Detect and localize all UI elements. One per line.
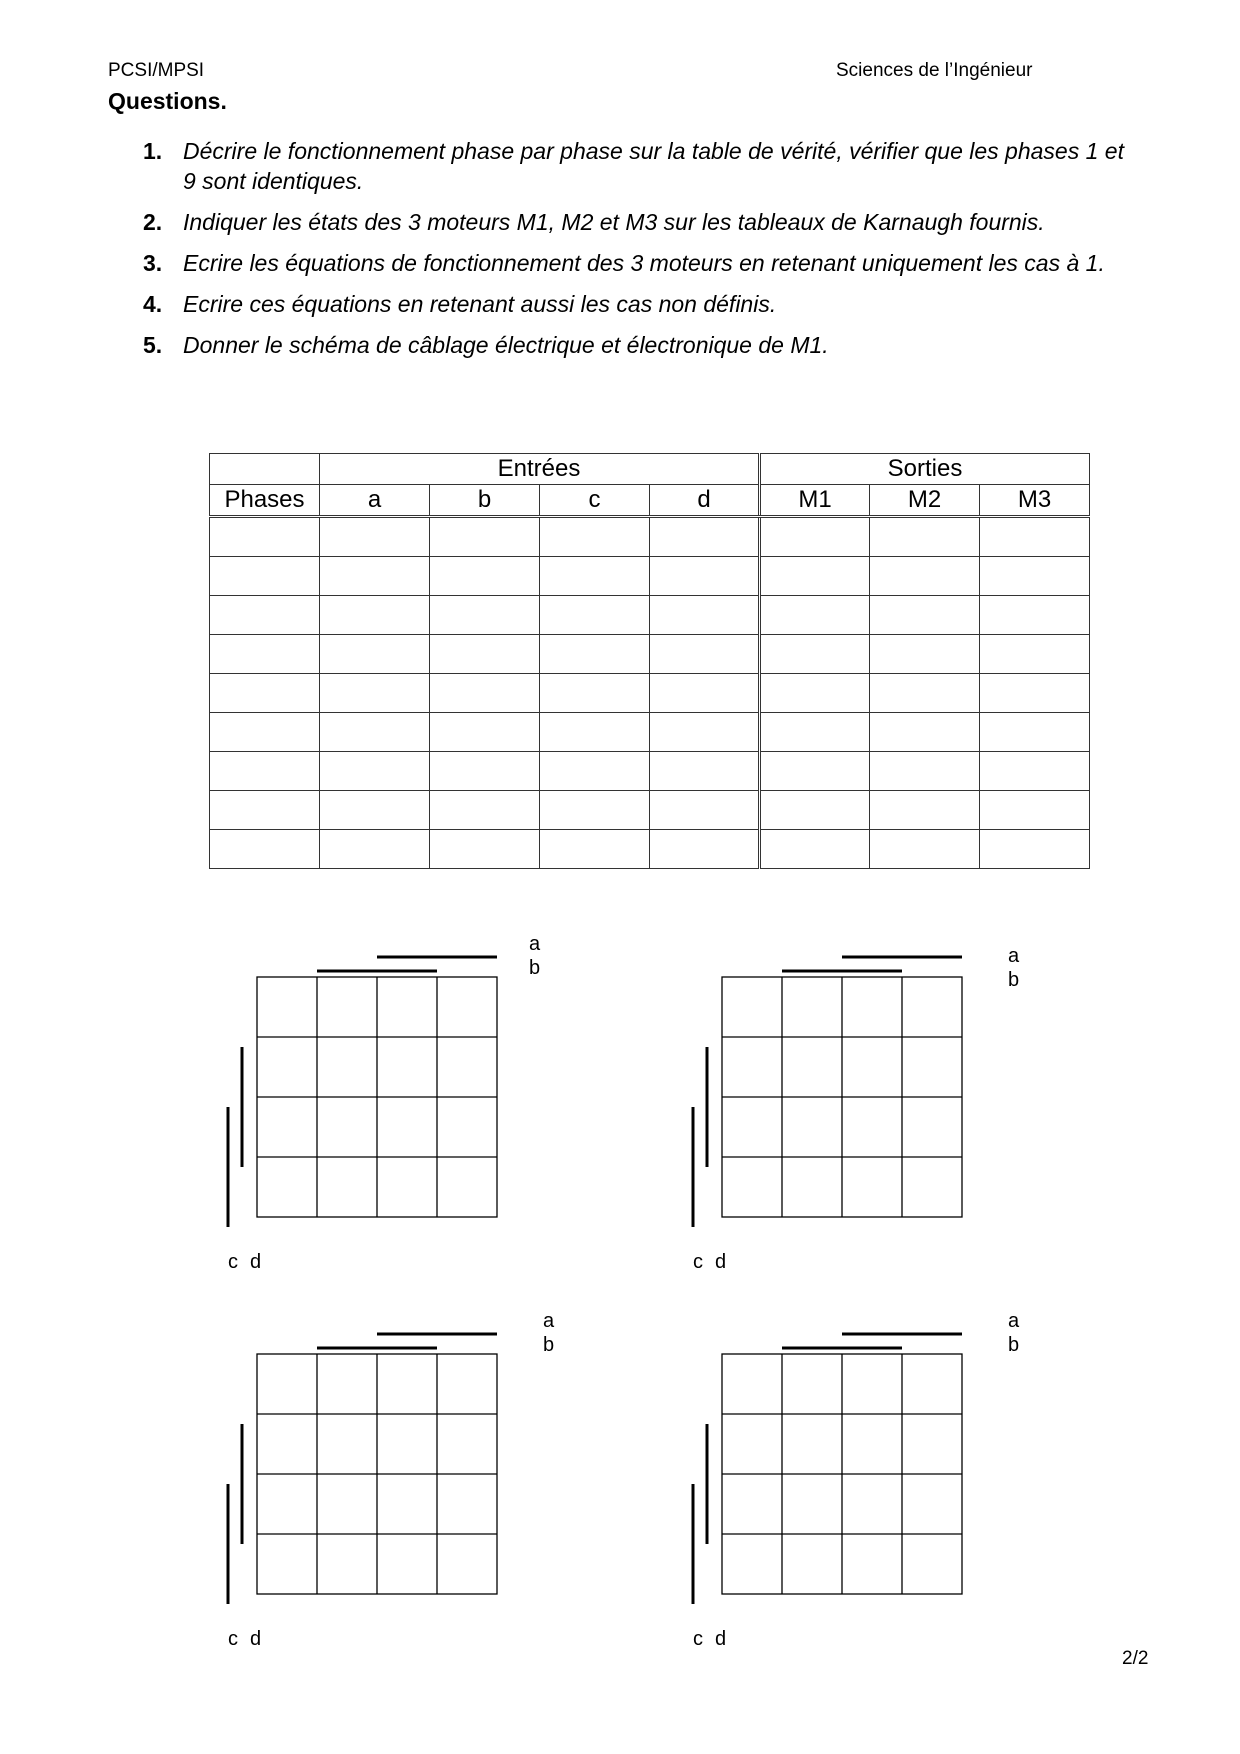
table-cell[interactable]: [210, 713, 320, 752]
table-cell[interactable]: [980, 752, 1090, 791]
karnaugh-grid: [689, 945, 989, 1245]
table-cell[interactable]: [210, 557, 320, 596]
question-item: [143, 289, 1143, 319]
table-cell[interactable]: [760, 713, 870, 752]
table-row: [210, 752, 1090, 791]
table-cell[interactable]: [650, 752, 760, 791]
label-d: d: [250, 1628, 262, 1650]
question-number: 5.: [143, 332, 163, 358]
table-cell[interactable]: [760, 517, 870, 557]
questions-title: Questions.: [108, 88, 227, 114]
table-row: [210, 713, 1090, 752]
col-header-m2: M2: [870, 485, 980, 517]
label-b: b: [543, 1334, 555, 1356]
table-cell[interactable]: [540, 791, 650, 830]
table-cell[interactable]: [320, 830, 430, 869]
table-cell[interactable]: [650, 596, 760, 635]
col-header-b: b: [430, 485, 540, 517]
karnaugh-grid: [224, 1322, 524, 1622]
table-cell[interactable]: [320, 791, 430, 830]
table-cell[interactable]: [430, 752, 540, 791]
col-header-phases: Phases: [210, 485, 320, 517]
table-cell[interactable]: [430, 674, 540, 713]
question-number: 2.: [143, 209, 163, 235]
table-cell[interactable]: [540, 517, 650, 557]
table-row: [210, 830, 1090, 869]
table-cell[interactable]: [540, 596, 650, 635]
table-cell[interactable]: [980, 635, 1090, 674]
table-cell[interactable]: [980, 830, 1090, 869]
table-cell[interactable]: [210, 830, 320, 869]
table-cell[interactable]: [320, 635, 430, 674]
table-cell[interactable]: [540, 752, 650, 791]
table-cell[interactable]: [430, 713, 540, 752]
table-cell[interactable]: [650, 830, 760, 869]
table-cell[interactable]: [320, 557, 430, 596]
table-cell[interactable]: [320, 596, 430, 635]
label-d: d: [715, 1251, 727, 1273]
table-cell[interactable]: [980, 517, 1090, 557]
table-cell[interactable]: [650, 791, 760, 830]
table-row: [210, 791, 1090, 830]
label-a: a: [543, 1310, 555, 1332]
table-cell[interactable]: [430, 517, 540, 557]
col-header-m1: M1: [760, 485, 870, 517]
truth-table: [209, 453, 1090, 869]
question-number: 3.: [143, 250, 163, 276]
table-cell[interactable]: [210, 674, 320, 713]
table-cell[interactable]: [650, 557, 760, 596]
table-cell[interactable]: [980, 791, 1090, 830]
table-cell[interactable]: [760, 674, 870, 713]
table-cell[interactable]: [760, 557, 870, 596]
table-cell[interactable]: [430, 596, 540, 635]
question-text: Indiquer les états des 3 moteurs M1, M2 et M3 sur les tableaux de Karnaugh fournis.: [183, 209, 1045, 235]
label-c: c: [228, 1628, 238, 1650]
table-cell[interactable]: [760, 635, 870, 674]
table-cell[interactable]: [870, 596, 980, 635]
table-row: [210, 517, 1090, 557]
table-cell[interactable]: [650, 713, 760, 752]
table-row: [210, 635, 1090, 674]
label-c: c: [693, 1628, 703, 1650]
table-cell[interactable]: [650, 674, 760, 713]
table-cell[interactable]: [870, 752, 980, 791]
table-cell[interactable]: [210, 517, 320, 557]
table-cell[interactable]: [430, 635, 540, 674]
table-cell[interactable]: [760, 791, 870, 830]
table-cell[interactable]: [760, 830, 870, 869]
karnaugh-map: [689, 1310, 1049, 1650]
inputs-group-header: Entrées: [320, 454, 760, 485]
karnaugh-map: [689, 945, 1049, 1273]
karnaugh-map: [224, 1310, 584, 1650]
table-cell[interactable]: [540, 830, 650, 869]
table-cell[interactable]: [540, 635, 650, 674]
page-number: 2/2: [1122, 1648, 1149, 1669]
table-cell[interactable]: [980, 596, 1090, 635]
header-course: PCSI/MPSI: [108, 60, 205, 81]
table-cell[interactable]: [980, 557, 1090, 596]
question-text: Décrire le fonctionnement phase par phase sur la table de vérité, vérifier que les phases 1 et 9 sont identiques.: [183, 138, 1124, 194]
header-subject: Sciences de l’Ingénieur: [836, 60, 1033, 81]
table-cell[interactable]: [980, 674, 1090, 713]
question-text: Donner le schéma de câblage électrique et électronique de M1.: [183, 332, 829, 358]
table-cell[interactable]: [650, 635, 760, 674]
question-item: [143, 330, 1143, 360]
label-a: a: [1008, 1310, 1020, 1332]
table-cell[interactable]: [870, 635, 980, 674]
label-b: b: [529, 957, 541, 979]
table-cell[interactable]: [210, 752, 320, 791]
question-text: Ecrire les équations de fonctionnement des 3 moteurs en retenant uniquement les cas à 1.: [183, 250, 1105, 276]
table-row: [210, 557, 1090, 596]
question-text: Ecrire ces équations en retenant aussi les cas non définis.: [183, 291, 777, 317]
table-cell[interactable]: [760, 752, 870, 791]
label-a: a: [1008, 945, 1020, 967]
label-a: a: [529, 933, 541, 955]
question-number: 1.: [143, 138, 163, 164]
karnaugh-grid: [224, 945, 524, 1245]
label-d: d: [250, 1251, 262, 1273]
table-cell[interactable]: [430, 791, 540, 830]
label-b: b: [1008, 1334, 1020, 1356]
karnaugh-grid: [689, 1322, 989, 1622]
col-header-a: a: [320, 485, 430, 517]
table-row: [210, 674, 1090, 713]
table-cell[interactable]: [870, 713, 980, 752]
col-header-m3: M3: [980, 485, 1090, 517]
question-item: [143, 136, 1143, 196]
table-row: [210, 596, 1090, 635]
table-cell[interactable]: [210, 596, 320, 635]
col-header-c: c: [540, 485, 650, 517]
table-cell[interactable]: [320, 752, 430, 791]
table-cell[interactable]: [540, 713, 650, 752]
label-b: b: [1008, 969, 1020, 991]
table-cell[interactable]: [870, 517, 980, 557]
table-cell[interactable]: [320, 713, 430, 752]
table-cell[interactable]: [210, 791, 320, 830]
table-cell[interactable]: [320, 674, 430, 713]
karnaugh-map: [224, 933, 584, 1273]
table-corner-cell: [210, 454, 320, 485]
col-header-d: d: [650, 485, 760, 517]
outputs-group-header: Sorties: [760, 454, 1090, 485]
table-cell[interactable]: [320, 517, 430, 557]
label-d: d: [715, 1628, 727, 1650]
label-c: c: [693, 1251, 703, 1273]
table-cell[interactable]: [650, 517, 760, 557]
question-number: 4.: [143, 291, 163, 317]
table-cell[interactable]: [210, 635, 320, 674]
table-cell[interactable]: [540, 674, 650, 713]
table-cell[interactable]: [870, 557, 980, 596]
table-cell[interactable]: [540, 557, 650, 596]
label-c: c: [228, 1251, 238, 1273]
question-item: [143, 248, 1143, 278]
question-item: [143, 207, 1143, 237]
table-cell[interactable]: [980, 713, 1090, 752]
truth-table-body: [210, 517, 1090, 869]
table-cell[interactable]: [430, 830, 540, 869]
table-cell[interactable]: [870, 674, 980, 713]
questions-list: [143, 136, 1143, 371]
table-cell[interactable]: [870, 830, 980, 869]
table-cell[interactable]: [870, 791, 980, 830]
table-cell[interactable]: [430, 557, 540, 596]
table-cell[interactable]: [760, 596, 870, 635]
